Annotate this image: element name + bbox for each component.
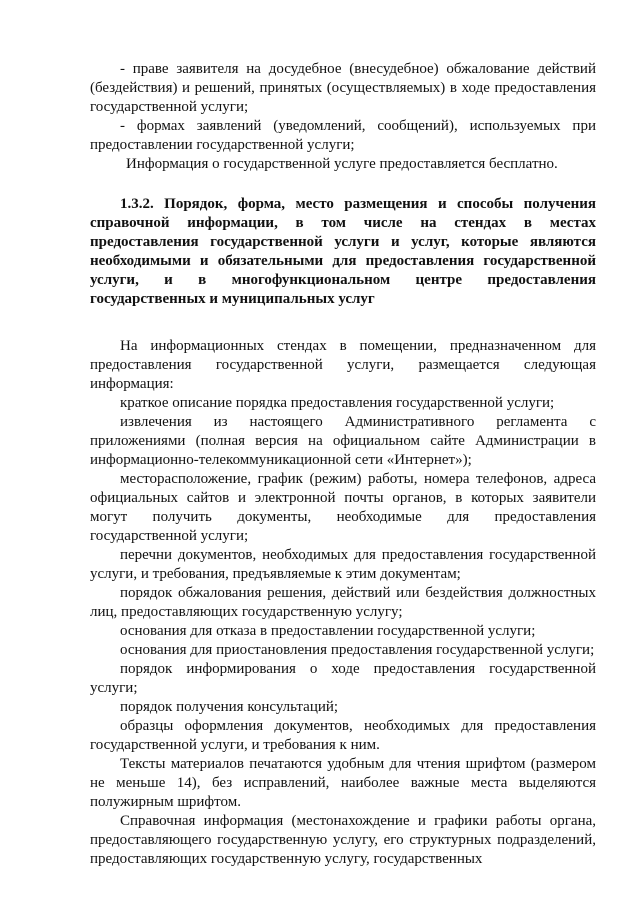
list-item: извлечения из настоящего Административного регламента с приложениями (полная версия на официальном сайте Администрации в информационно-телекоммуникационной сети «Интернет»); bbox=[90, 414, 596, 468]
paragraph-font-note: Тексты материалов печатаются удобным для чтения шрифтом (размером не меньше 14), без исправлений, наиболее важные места выделяются полужирным шрифтом. bbox=[90, 756, 596, 810]
list-item: перечни документов, необходимых для предоставления государственной услуги, и требования, предъявляемые к этим документам; bbox=[90, 547, 596, 582]
section-heading: 1.3.2. Порядок, форма, место размещения и способы получения справочной информации, в том числе на стендах в местах предоставления государственной услуги и услуг, которые являются необходимыми и обязательными для предоставления государственной услуги, и в многофункциональном центре предоставления государственных и муниципальных услуг bbox=[90, 196, 596, 307]
list-item: месторасположение, график (режим) работы, номера телефонов, адреса официальных сайтов и электронной почты органов, в которых заявители могут получить документы, необходимые для предоставления государственной услуги; bbox=[90, 471, 596, 544]
list-item: основания для приостановления предоставления государственной услуги; bbox=[120, 642, 595, 658]
paragraph-free-info: Информация о государственной услуге предоставляется бесплатно. bbox=[126, 156, 558, 172]
paragraph-stands-intro: На информационных стендах в помещении, предназначенном для предоставления государственной услуги, размещается следующая информация: bbox=[90, 338, 596, 392]
list-item: порядок информирования о ходе предоставления государственной услуги; bbox=[90, 661, 596, 696]
body-block bbox=[90, 337, 596, 869]
list-item: образцы оформления документов, необходимых для предоставления государственной услуги, и требования к ним. bbox=[90, 718, 596, 753]
list-item: порядок обжалования решения, действий или бездействия должностных лиц, предоставляющих государственную услугу; bbox=[90, 585, 596, 620]
paragraph-reference-info: Справочная информация (местонахождение и графики работы органа, предоставляющего государственную услугу, его структурных подразделений, предоставляющих государственную услугу, государственных bbox=[90, 813, 596, 867]
paragraph-application-forms: - формах заявлений (уведомлений, сообщений), используемых при предоставлении государственной услуги; bbox=[90, 118, 596, 153]
list-item: краткое описание порядка предоставления государственной услуги; bbox=[120, 395, 555, 411]
top-block bbox=[90, 60, 596, 174]
list-item: порядок получения консультаций; bbox=[120, 699, 339, 715]
paragraph-appeal-right: - праве заявителя на досудебное (внесудебное) обжалование действий (бездействия) и решений, принятых (осуществляемых) в ходе предоставления государственной услуги; bbox=[90, 61, 596, 115]
list-item: основания для отказа в предоставлении государственной услуги; bbox=[120, 623, 536, 639]
section-1-3-2 bbox=[90, 195, 596, 309]
